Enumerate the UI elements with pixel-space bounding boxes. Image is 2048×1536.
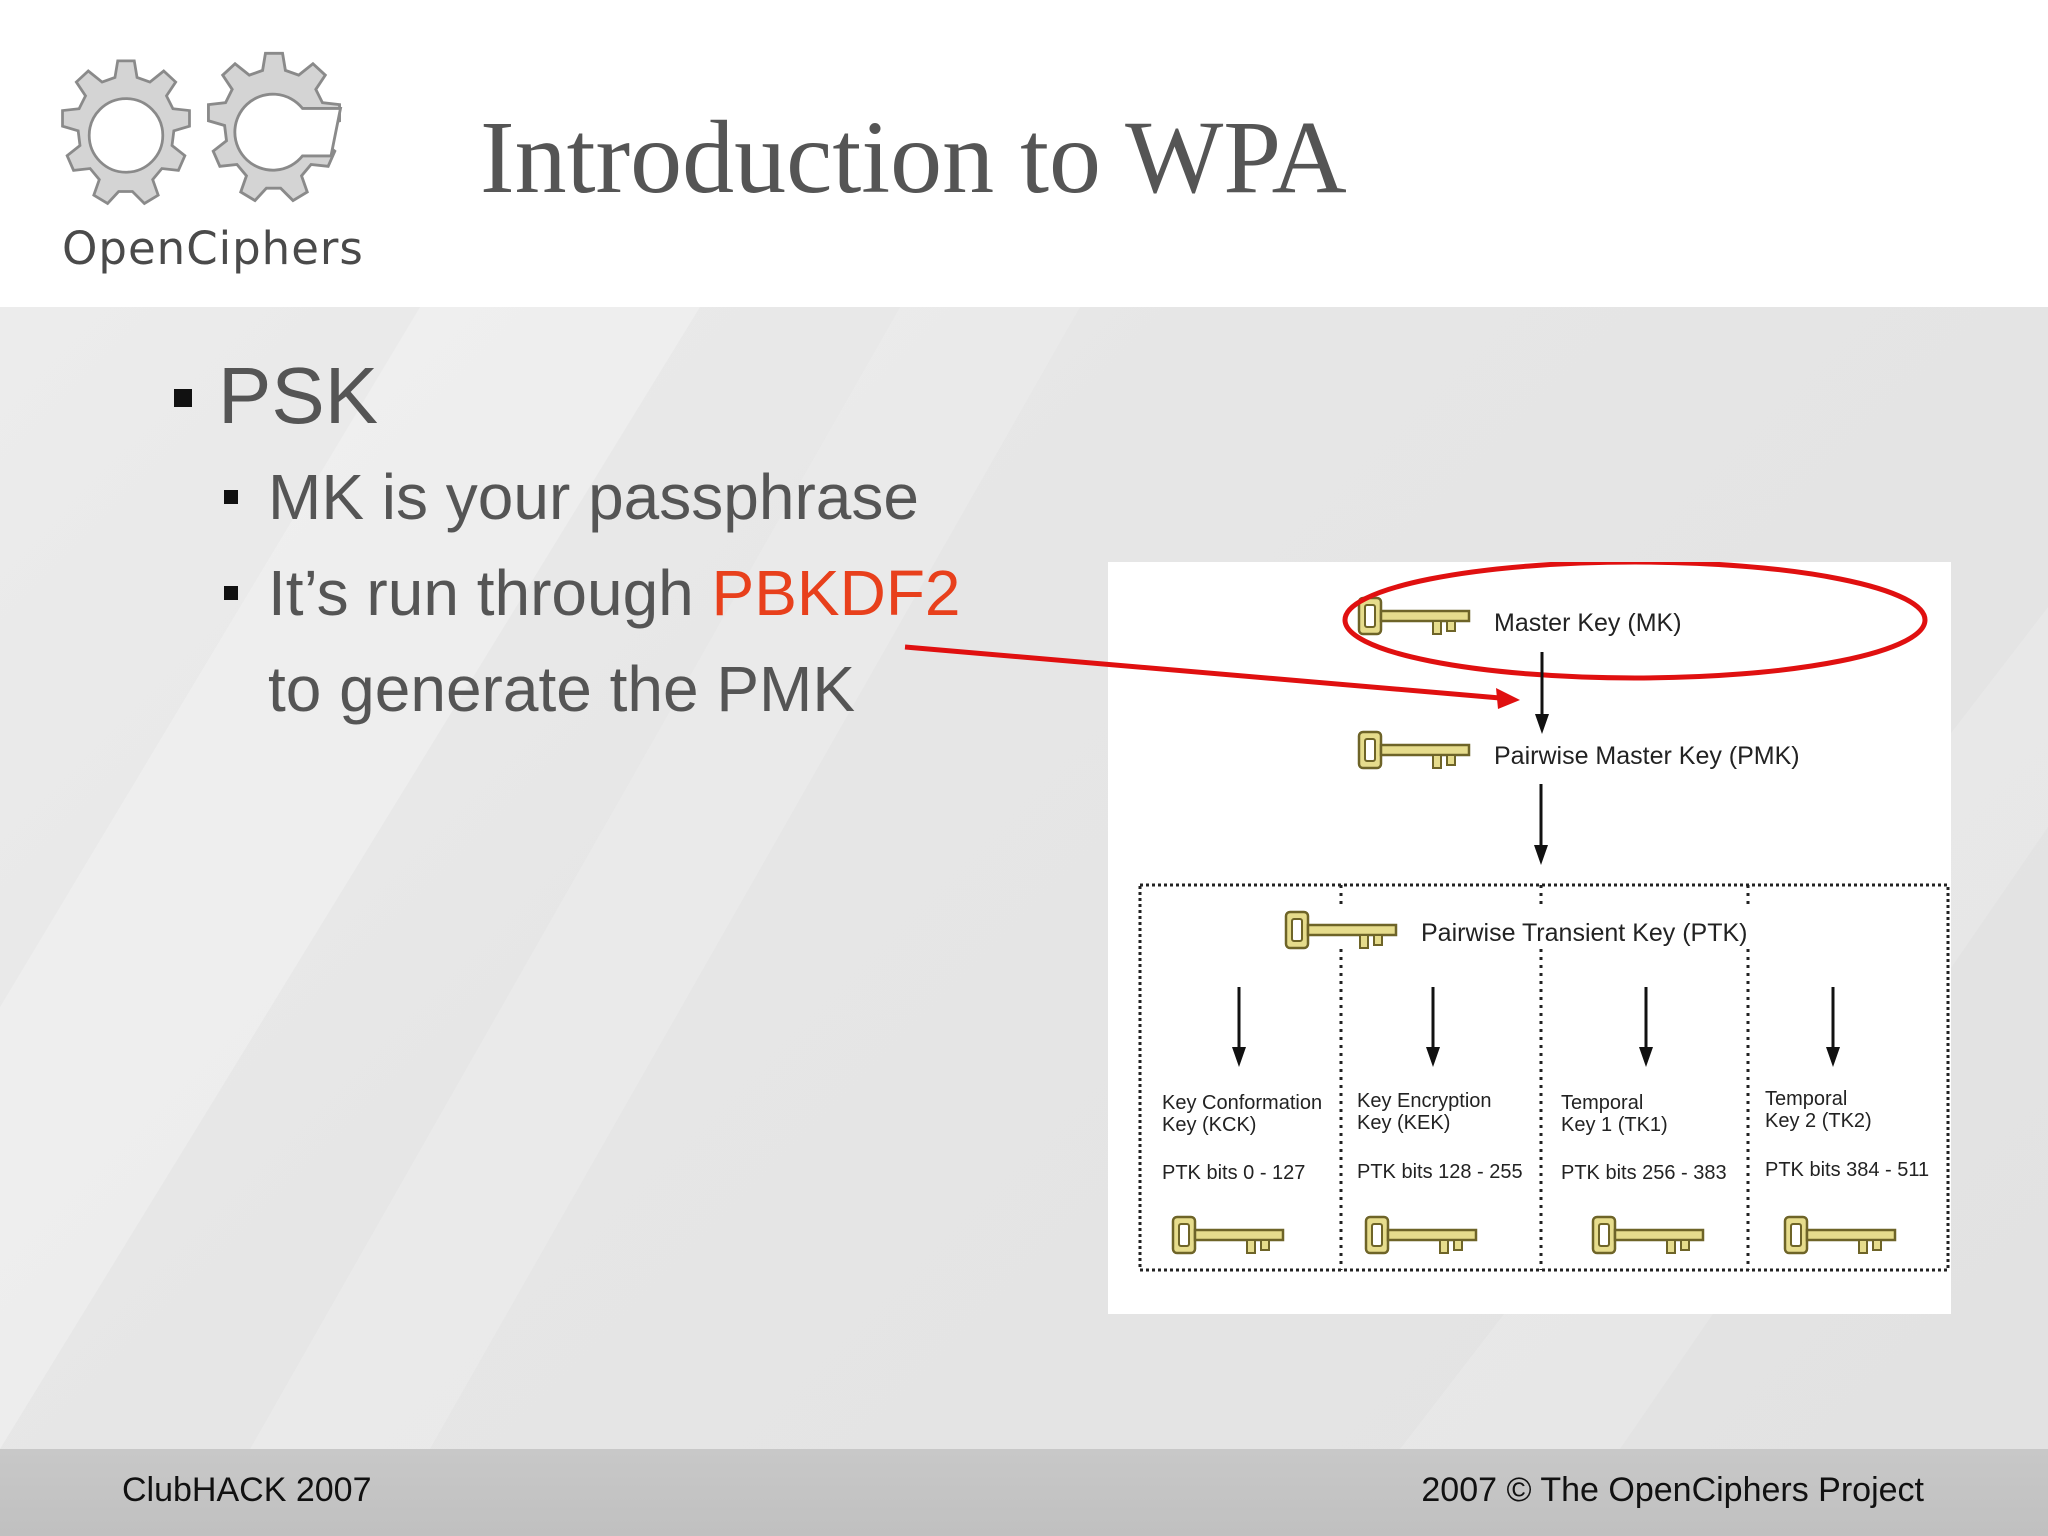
kek-name: Key Encryption bbox=[1357, 1090, 1492, 1112]
kck-name: Key Conformation bbox=[1162, 1092, 1323, 1114]
bullet-mk-passphrase: MK is your passphrase bbox=[268, 461, 919, 533]
slide-title: Introduction to WPA bbox=[480, 100, 1347, 215]
bullet-psk: PSK bbox=[218, 351, 379, 440]
pbkdf2-highlight: PBKDF2 bbox=[711, 557, 961, 629]
tk1-name: Temporal bbox=[1561, 1092, 1644, 1114]
pbkdf2-annotation-arrow bbox=[905, 647, 1500, 698]
tk2-abbrev: Key 2 (TK2) bbox=[1765, 1110, 1872, 1132]
tk2-name: Temporal bbox=[1765, 1088, 1848, 1110]
kek-abbrev: Key (KEK) bbox=[1357, 1112, 1451, 1134]
bullet-pbkdf2-continuation: to generate the PMK bbox=[268, 653, 856, 725]
mk-label: Master Key (MK) bbox=[1494, 609, 1682, 637]
kek-bits: PTK bits 128 - 255 bbox=[1357, 1161, 1523, 1183]
tk2-bits: PTK bits 384 - 511 bbox=[1765, 1159, 1930, 1181]
footer-event: ClubHACK 2007 bbox=[122, 1471, 372, 1509]
slide-footer bbox=[0, 1449, 2048, 1536]
footer-copyright: 2007 © The OpenCiphers Project bbox=[1421, 1471, 1924, 1509]
ptk-label: Pairwise Transient Key (PTK) bbox=[1421, 919, 1748, 947]
logo-text: OpenCiphers bbox=[62, 222, 364, 275]
tk1-abbrev: Key 1 (TK1) bbox=[1561, 1114, 1668, 1136]
tk1-bits: PTK bits 256 - 383 bbox=[1561, 1162, 1727, 1184]
bullet-pbkdf2-prefix: It’s run through bbox=[268, 557, 712, 629]
pmk-label: Pairwise Master Key (PMK) bbox=[1494, 742, 1800, 770]
kck-abbrev: Key (KCK) bbox=[1162, 1114, 1257, 1136]
annotation-arrowhead bbox=[1496, 688, 1520, 709]
kck-bits: PTK bits 0 - 127 bbox=[1162, 1162, 1306, 1184]
